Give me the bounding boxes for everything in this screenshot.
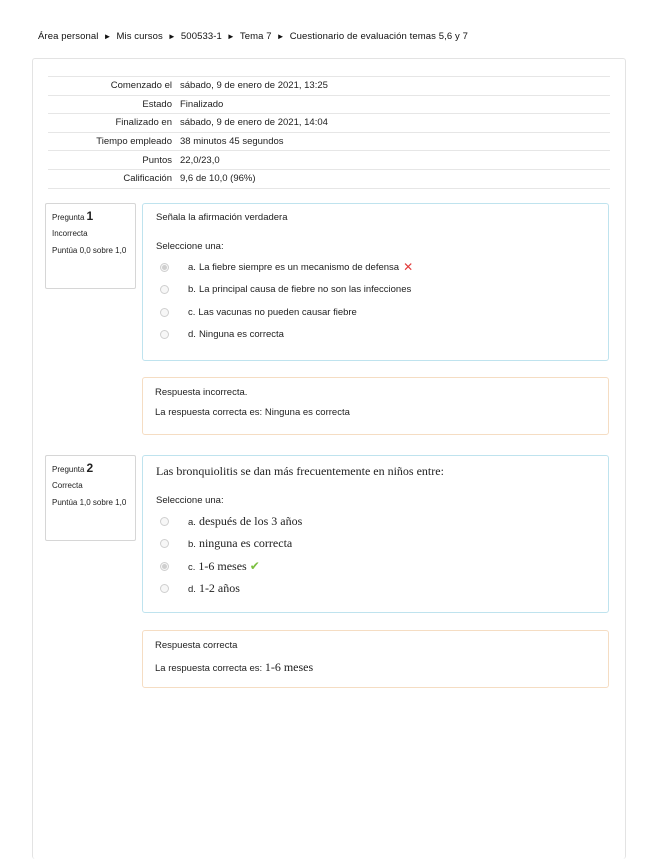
correct-check-icon: ✔ [249,559,260,574]
answer-radio-d [160,584,169,593]
answer-radio-c [160,308,169,317]
answer-radio-d [160,330,169,339]
answer-text: ninguna es correcta [198,536,293,551]
summary-row [48,95,610,114]
breadcrumb-separator-icon: ► [226,32,235,41]
answer-radio-b [160,539,169,548]
question-state: Correcta [52,481,83,490]
breadcrumb [38,31,468,42]
answer-option-b [156,533,595,556]
feedback-correct-answer: 1-6 meses [264,660,314,674]
question-1-formulation [142,203,609,361]
summary-label: Calificación [123,173,172,185]
answer-option-d [156,578,595,601]
answer-radio-a [160,517,169,526]
incorrect-cross-icon: ✕ [403,260,414,275]
answer-text: Las vacunas no pueden causar fiebre [198,306,357,318]
answer-text: La principal causa de fiebre no son las infecciones [198,284,412,296]
answer-prompt: Seleccione una: [156,241,224,252]
feedback-prefix: La respuesta correcta es: [155,407,263,418]
breadcrumb-item-tema[interactable]: Tema 7 [239,31,272,42]
breadcrumb-separator-icon: ► [103,32,112,41]
answer-option-c [156,555,595,578]
answer-letter: d. [188,329,196,341]
summary-row [48,169,610,188]
summary-value: 9,6 de 10,0 (96%) [180,173,256,185]
feedback-title: Respuesta incorrecta. [155,387,248,398]
summary-value: sábado, 9 de enero de 2021, 14:04 [180,117,328,129]
summary-row [48,151,610,170]
summary-value: sábado, 9 de enero de 2021, 13:25 [180,80,328,92]
question-2-info [45,455,136,541]
question-2-formulation [142,455,609,613]
answer-radio-b [160,285,169,294]
attempt-summary-table [48,76,610,189]
answer-letter: c. [188,561,196,573]
answer-text: después de los 3 años [198,513,303,528]
breadcrumb-item-course[interactable]: 500533-1 [180,31,222,42]
answer-option-a [156,510,595,533]
question-grade: Puntúa 0,0 sobre 1,0 [52,246,127,255]
feedback-correct-answer: Ninguna es correcta [264,407,350,418]
answer-letter: a. [188,261,196,273]
summary-label: Puntos [142,154,172,166]
summary-label: Estado [142,98,172,110]
answer-letter: d. [188,584,196,596]
feedback-prefix: La respuesta correcta es: [155,663,263,674]
question-2-feedback [142,630,609,688]
breadcrumb-separator-icon: ► [167,32,176,41]
summary-row [48,132,610,151]
breadcrumb-item-area-personal[interactable]: Área personal [38,31,99,42]
question-text: Señala la afirmación verdadera [156,212,288,223]
summary-value: 38 minutos 45 segundos [180,136,284,148]
answer-option-c [156,301,595,324]
summary-label: Finalizado en [115,117,172,129]
answer-list [156,510,595,600]
answer-radio-a [160,263,169,272]
answer-text: 1-2 años [198,581,240,596]
answer-text: 1-6 meses [198,558,247,573]
question-number: 2 [86,461,94,475]
summary-label: Comenzado el [110,80,172,92]
answer-list [156,256,595,346]
feedback-title: Respuesta correcta [155,640,238,651]
summary-row [48,114,610,133]
question-1-info [45,203,136,289]
breadcrumb-item-mis-cursos[interactable]: Mis cursos [116,31,163,42]
answer-letter: b. [188,539,196,551]
breadcrumb-separator-icon: ► [276,32,285,41]
answer-option-a [156,256,595,279]
answer-letter: c. [188,306,196,318]
answer-prompt: Seleccione una: [156,495,224,506]
question-number: 1 [86,209,94,223]
question-grade: Puntúa 1,0 sobre 1,0 [52,498,127,507]
answer-letter: b. [188,284,196,296]
answer-letter: a. [188,516,196,528]
answer-option-b [156,279,595,302]
question-text: Las bronquiolitis se dan más frecuentemente en niños entre: [156,464,444,478]
answer-text: La fiebre siempre es un mecanismo de defensa [198,261,400,273]
summary-value: 22,0/23,0 [180,154,220,166]
breadcrumb-item-quiz[interactable]: Cuestionario de evaluación temas 5,6 y 7 [289,31,468,42]
answer-option-d [156,324,595,347]
summary-value: Finalizado [180,98,224,110]
answer-radio-c [160,562,169,571]
summary-row [48,77,610,96]
summary-label: Tiempo empleado [96,136,172,148]
question-1-feedback [142,377,609,435]
question-label: Pregunta [52,213,85,222]
answer-text: Ninguna es correcta [198,329,284,341]
question-state: Incorrecta [52,229,88,238]
question-label: Pregunta [52,465,85,474]
